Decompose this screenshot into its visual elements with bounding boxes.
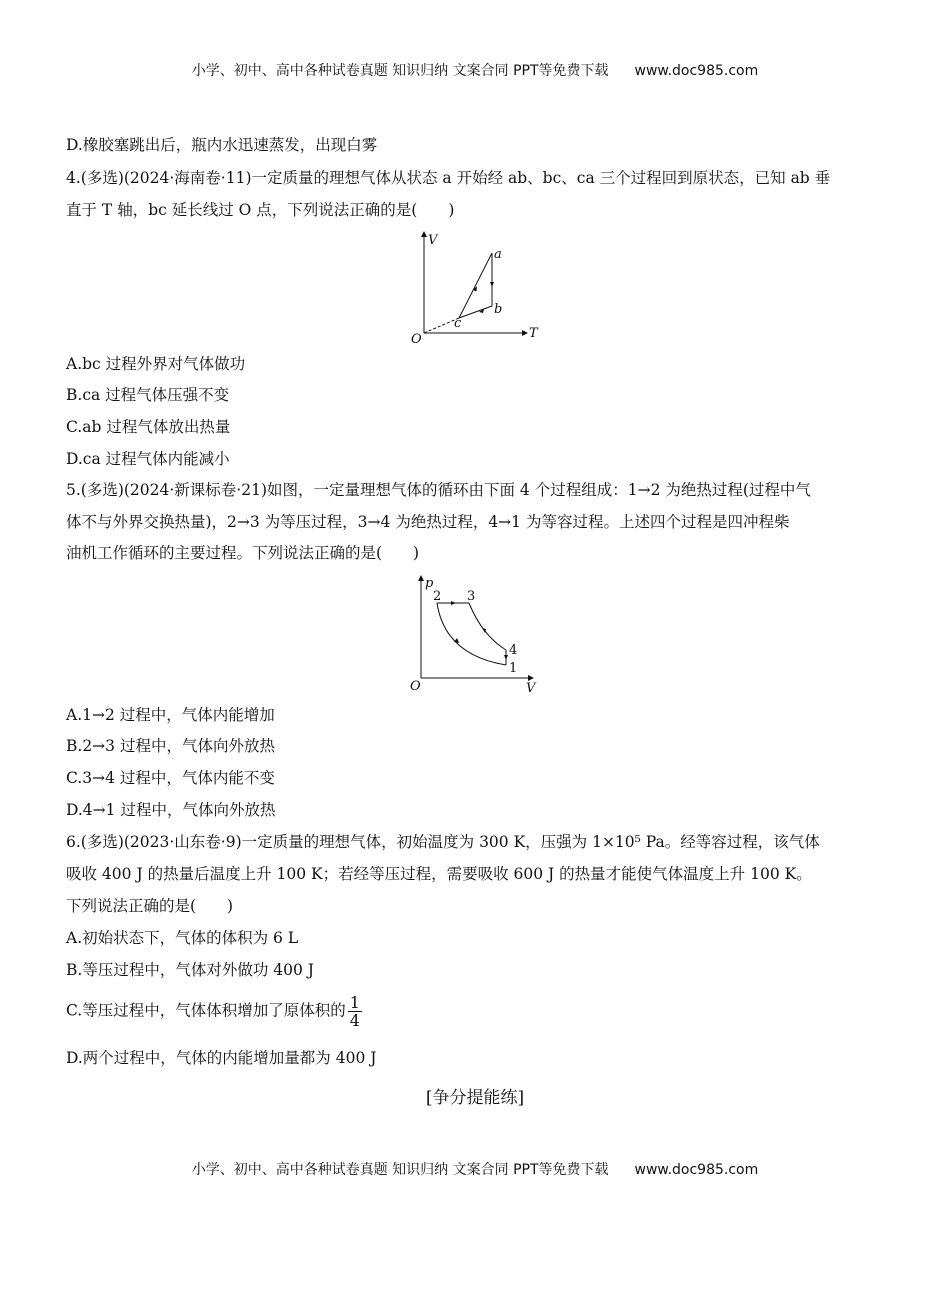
point-b: b — [494, 302, 503, 317]
option-6c — [66, 994, 362, 1029]
fraction-denominator: 4 — [349, 1011, 360, 1030]
page-footer — [0, 1159, 950, 1179]
footer-url: www.doc985.com — [634, 1162, 759, 1178]
origin-label-2: O — [410, 679, 421, 694]
option-6c-text: C.等压过程中，气体体积增加了原体积的 — [66, 1001, 346, 1020]
header-text: 小学、初中、高中各种试卷真题 知识归纳 文案合同 PPT等免费下载 — [191, 63, 609, 79]
axis-t-label: T — [529, 326, 538, 341]
axis-p-label: p — [425, 576, 434, 591]
question-6-line2: 吸收 400 J 的热量后温度上升 100 K；若经等压过程，需要吸收 600 J 的热量才能使气体温度上升 100 K。 — [66, 865, 812, 883]
point-4: 4 — [509, 643, 518, 658]
question-4-line2: 直于 T 轴，bc 延长线过 O 点，下列说法正确的是( ) — [66, 201, 455, 219]
option-4b: B.ca 过程气体压强不变 — [66, 386, 230, 404]
axis-v-label-2: V — [526, 681, 536, 696]
question-4-line1: 4.(多选)(2024·海南卷·11)一定质量的理想气体从状态 a 开始经 ab、bc、ca 三个过程回到原状态，已知 ab 垂 — [66, 169, 831, 187]
point-c: c — [454, 316, 462, 331]
axis-v-label: V — [428, 233, 438, 248]
option-4a: A.bc 过程外界对气体做功 — [66, 355, 246, 373]
fraction — [348, 994, 362, 1029]
question-5-line2: 体不与外界交换热量)，2→3 为等压过程，3→4 为绝热过程，4→1 为等容过程。上述四个过程是四冲程柴 — [66, 513, 790, 531]
point-2: 2 — [433, 589, 442, 604]
vt-diagram — [411, 232, 539, 347]
option-5c: C.3→4 过程中，气体内能不变 — [66, 769, 275, 787]
question-6-line3: 下列说法正确的是( ) — [66, 897, 234, 915]
option-6d: D.两个过程中，气体的内能增加量都为 400 J — [66, 1049, 377, 1067]
option-6b: B.等压过程中，气体对外做功 400 J — [66, 961, 314, 979]
question-6-line1: 6.(多选)(2023·山东卷·9)一定质量的理想气体，初始温度为 300 K，压强为 1×10⁵ Pa。经等容过程，该气体 — [66, 833, 820, 851]
point-a: a — [494, 247, 502, 262]
option-4c: C.ab 过程气体放出热量 — [66, 418, 231, 436]
origin-label: O — [411, 332, 422, 347]
fraction-numerator: 1 — [349, 993, 360, 1012]
section-title: [争分提能练] — [425, 1088, 525, 1108]
question-5-line3: 油机工作循环的主要过程。下列说法正确的是( ) — [66, 544, 420, 562]
question-5-line1: 5.(多选)(2024·新课标卷·21)如图，一定量理想气体的循环由下面 4 个过程组成：1→2 为绝热过程(过程中气 — [66, 481, 811, 499]
header-url: www.doc985.com — [634, 63, 759, 79]
point-1: 1 — [509, 661, 518, 676]
point-3: 3 — [467, 589, 476, 604]
option-5a: A.1→2 过程中，气体内能增加 — [66, 706, 275, 724]
option-5b: B.2→3 过程中，气体向外放热 — [66, 737, 275, 755]
option-5d: D.4→1 过程中，气体向外放热 — [66, 801, 276, 819]
pv-diagram — [410, 576, 537, 696]
option-3d: D.橡胶塞跳出后，瓶内水迅速蒸发，出现白雾 — [66, 136, 378, 154]
option-6a: A.初始状态下，气体的体积为 6 L — [66, 929, 299, 947]
footer-text: 小学、初中、高中各种试卷真题 知识归纳 文案合同 PPT等免费下载 — [191, 1162, 609, 1178]
option-4d: D.ca 过程气体内能减小 — [66, 450, 230, 468]
